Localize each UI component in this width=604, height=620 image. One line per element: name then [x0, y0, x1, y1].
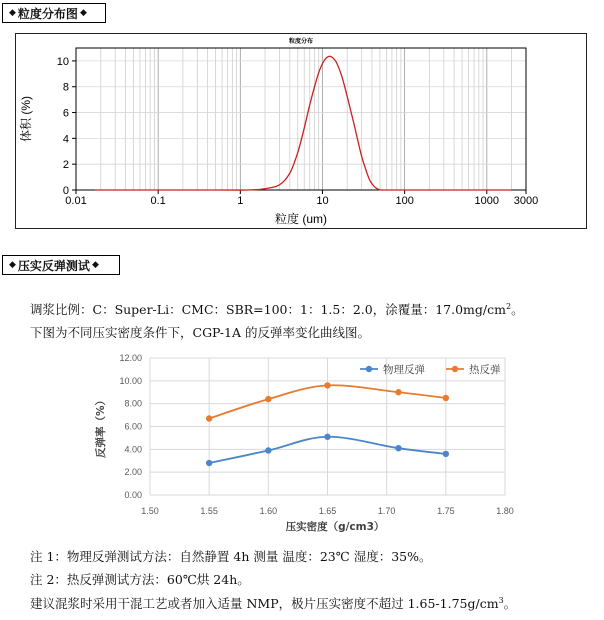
- x-tick-label: 1.50: [141, 506, 159, 516]
- x-tick-label: 1.70: [377, 506, 396, 516]
- x-tick-label: 1000: [474, 195, 500, 207]
- y-tick-label: 10: [56, 55, 69, 68]
- series-line: [209, 437, 446, 463]
- y-axis-label: 体积 (%): [19, 96, 33, 142]
- note-2: 注 2：热反弹测试方法：60℃烘 24h。: [30, 572, 250, 587]
- data-point: [443, 395, 449, 401]
- data-point: [395, 445, 401, 451]
- note-3: 建议混浆时采用干混工艺或者加入适量 NMP，极片压实密度不超过 $1.65-1.75g/cm^3$。: [30, 596, 517, 611]
- x-tick-label: 1.60: [259, 506, 278, 516]
- data-point: [265, 447, 271, 453]
- y-tick-label: 10.00: [119, 375, 142, 386]
- legend-marker: [366, 366, 372, 372]
- x-tick-label: 100: [395, 195, 414, 207]
- y-tick-label: 4.00: [124, 444, 142, 455]
- data-point: [324, 382, 330, 388]
- y-tick-label: 0: [62, 185, 69, 197]
- x-axis-label: 粒度 (um): [275, 212, 327, 226]
- section-header-rebound: [2, 255, 120, 275]
- x-tick-label: 0.01: [65, 195, 87, 207]
- legend-label: 热反弹: [469, 364, 501, 376]
- section-header-psd: [2, 3, 106, 23]
- y-tick-label: 8: [62, 81, 69, 94]
- section-title: 压实反弹测试: [17, 258, 90, 273]
- y-axis-label: 反弹率（%）: [95, 394, 107, 459]
- data-point: [206, 460, 212, 466]
- diamond-icon: ◆: [91, 260, 99, 270]
- diamond-icon: ◆: [9, 260, 16, 270]
- y-tick-label: 2.00: [124, 467, 142, 478]
- plot-frame: [76, 48, 526, 190]
- legend-label: 物理反弹: [383, 364, 425, 376]
- series-line: [209, 385, 446, 418]
- psd-chart-frame: [15, 33, 587, 229]
- y-tick-label: 6: [62, 107, 69, 120]
- y-tick-label: 4: [62, 133, 69, 146]
- note-1: 注 1：物理反弹测试方法：自然静置 4h 测量 温度：23℃ 湿度：35%。: [30, 549, 432, 564]
- y-tick-label: 6.00: [124, 421, 142, 432]
- x-tick-label: 1.65: [318, 506, 337, 516]
- psd-chart: [16, 34, 588, 230]
- legend-marker: [452, 366, 458, 372]
- x-tick-label: 1.80: [496, 506, 514, 516]
- y-tick-label: 8.00: [124, 398, 142, 409]
- data-point: [206, 415, 212, 421]
- recipe-text: 调浆比例：C：Super-Li：CMC：SBR=100：1：1.5：2.0，涂覆量：$17.0mg/cm^2$。: [30, 302, 524, 317]
- data-point: [324, 434, 330, 440]
- x-tick-label: 0.1: [150, 195, 166, 207]
- intro-text: 下图为不同压实密度条件下，CGP-1A 的反弹率变化曲线图。: [30, 325, 370, 340]
- diamond-icon: ◆: [79, 8, 87, 18]
- data-point: [395, 389, 401, 395]
- section-title: 粒度分布图: [17, 6, 78, 21]
- diamond-icon: ◆: [9, 8, 16, 18]
- x-tick-label: 10: [316, 195, 329, 207]
- x-tick-label: 1.55: [200, 506, 218, 516]
- y-tick-label: 0.00: [124, 490, 142, 500]
- distribution-line: [95, 56, 512, 190]
- chart-title: 粒度分布: [288, 39, 314, 45]
- y-tick-label: 12.00: [119, 353, 142, 363]
- data-point: [265, 396, 271, 402]
- x-tick-label: 1: [237, 195, 244, 207]
- x-tick-label: 1.75: [437, 506, 455, 516]
- y-tick-label: 2: [62, 159, 69, 172]
- x-axis-label: 压实密度（g/cm3）: [285, 521, 385, 533]
- x-tick-label: 3000: [513, 195, 539, 207]
- data-point: [443, 451, 449, 457]
